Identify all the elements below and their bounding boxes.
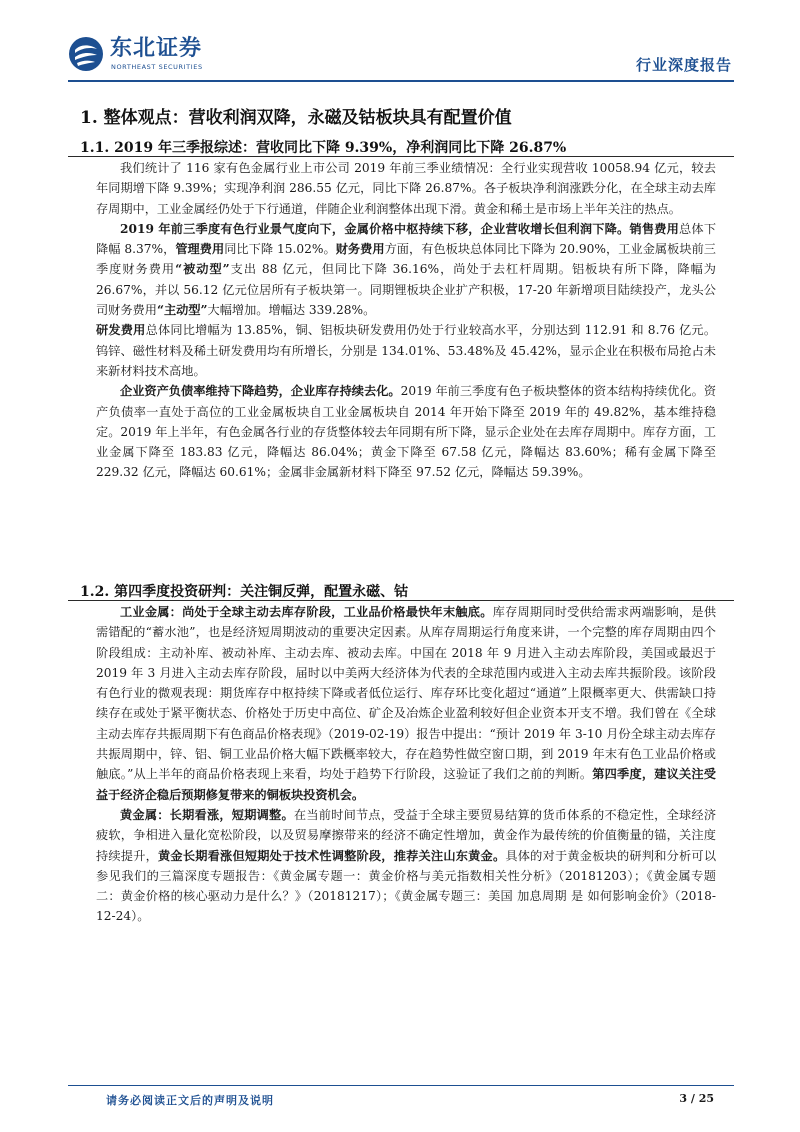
paragraph-expenses [96,219,716,381]
text-run: 方面，有色板块总体同比下降为 20.90%，工业金属板块前三季度财务费用 [96,242,716,277]
paragraph-industrial-metals [96,602,716,805]
bold-conclusion: 第四季度，建议关注受益于经济企稳后预期修复带来的铜板块投资机会。 [96,767,716,802]
paragraph-balance-sheet [96,381,716,482]
paragraph-industry-summary: 我们统计了 116 家有色金属行业上市公司 2019 年前三季业绩情况：全行业实现营收 10058.94 亿元，较去年同期增下降 9.39%；实现净利润 286.55 亿元，同比下降 26.87%。各子板块净利润涨跌分化，在全球主动去库存周期中，工业金属经仍处于下行通道，伴随企业利润整体出现下滑。黄金和稀土是市场上半年关注的热点。 [96,161,716,216]
bold-term: “主动型” [156,303,208,318]
text-run: 总体同比增幅为 13.85%，铜、铝板块研发费用仍处于行业较高水平，分别达到 112.91 和 8.76 亿元。钨锌、磁性材料及稀土研发费用均有所增长，分别是 134.01%、53.48%及 45.42%，显示企业在积极布局抢占未来新材料技术高地。 [96,323,717,378]
text-run: 2019 年前三季度有色子板块整体的资本结构持续优化。资产负债率一直处于高位的工业金属板块自工业金属板块自 2014 年开始下降至 2019 年的 49.82%，基本维持稳定。2019 年上半年，有色金属各行业的存货整体较去年同期有所下降，显示企业处在去库存周期中。库存方面，工业金属下降至 183.83 亿元，降幅达 86.04%；黄金下降至 67.58 亿元，降幅达 83.60%；稀有金属下降至 229.32 亿元，降幅达 60.61%；金属非金属新材料下降至 97.52 亿元，降幅达 59.39%。 [96,384,717,480]
text-run: 同比下降 15.02%。 [224,242,336,257]
section-1-1-body [96,158,716,483]
section-1-2-divider [68,600,734,601]
logo-english-name: NORTHEAST SECURITIES [111,63,203,71]
bold-term: 财务费用 [335,242,385,257]
page-header [68,34,734,78]
bold-term: 销售费用 [629,221,680,236]
section-1-2-body [96,602,716,927]
text-run: 具体的对于黄金板块的研判和分析可以参见我们的三篇深度专题报告：《黄金属专题一：黄金价格与美元指数相关性分析》（20181203）；《黄金属专题二：黄金价格的核心驱动力是什么？》（20181217）；《黄金属专题三：美国 加息周期 是 如何影响金价》（2018-12-24）。 [96,848,717,924]
report-type-label: 行业深度报告 [635,56,732,74]
page-number: 3 / 25 [679,1092,714,1105]
paragraph-precious-metals [96,805,716,927]
bold-term: “被动型” [175,262,230,277]
text-run: 大幅增加。增幅达 339.28%。 [207,303,376,318]
section-1-heading: 1. 整体观点：营收利润双降，永磁及钴板块具有配置价值 [80,108,512,128]
footer-divider [68,1085,734,1086]
section-1-1-heading: 1.1. 2019 年三季报综述：营收同比下降 9.39%，净利润同比下降 26.87% [80,140,567,156]
footer-disclaimer: 请务必阅读正文后的声明及说明 [106,1094,274,1107]
bold-lead: 企业资产负债率维持下降趋势，企业库存持续去化。 [120,384,401,399]
text-run: 库存周期同时受供给需求两端影响，是供需错配的“蓄水池”，也是经济短周期波动的重要决定因素。从库存周期运行角度来讲，一个完整的库存周期由四个阶段组成：主动补库、被动补库、主动去库、被动去库。中国在 2018 年 9 月进入主动去库阶段，美国或最迟于 2019 年 3 月进入主动去库存阶段，届时以中美两大经济体为代表的全球范围内或进入主动去库共振阶段。该阶段有色行业的微观表现：期货库存中枢持续下降或者低位运行、库存环比变化超过“通道”上限概率更大、供需缺口持续存在或处于紧平衡状态、价格处于历史中高位、矿企及冶炼企业盈利较好但企业资本开支不增。我们曾在《全球主动去库存共振周期下有色商品价格表现》（2019-02-19）报告中提出：“预计 2019 年 3-10 月份全球主动去库存共振周期中，锌、铝、铜工业品价格大幅下跌概率较大，存在趋势性做空窗口期，到 2019 年末有色工业品价格或触底。”从上半年的商品价格表现上来看，均处于趋势下行阶段，这验证了我们之前的判断。 [96,605,717,782]
bold-lead: 2019 年前三季度有色行业景气度向下，金属价格中枢持续下移，企业营收增长但利润下降。 [120,221,630,236]
bold-lead: 工业金属：尚处于全球主动去库存阶段，工业品价格最快年末触底。 [120,605,493,619]
section-1-1-divider [68,156,734,157]
text-run: 在当前时间节点，受益于全球主要贸易结算的货币体系的不稳定性，全球经济疲软，争相进入量化宽松阶段，以及贸易摩擦带来的经济不确定性增加，黄金作为最传统的价值衡量的锚，关注度持续提升， [96,807,717,863]
bold-term: 研发费用 [96,323,146,338]
text-run: 支出 88 亿元，但同比下降 36.16%，尚处于去杠杆周期。铝板块有所下降，降幅为 26.67%，并以 56.12 亿元位居所有子板块第一。同期锂板块企业扩产积极，17-20 年新增项目陆续投产，龙头公司财务费用 [96,262,716,318]
bold-term: 管理费用 [175,242,225,257]
logo-chinese-name: 东北证券 [110,36,203,61]
northeast-securities-logo [68,36,258,76]
header-divider [68,80,734,82]
section-1-2-heading: 1.2. 第四季度投资研判：关注铜反弹，配置永磁、钴 [80,584,409,600]
bold-lead: 黄金属：长期看涨，短期调整。 [120,807,294,822]
bold-conclusion: 黄金长期看涨但短期处于技术性调整阶段，推荐关注山东黄金。 [158,848,506,863]
text-run: 总体下降幅 8.37%， [96,221,717,257]
logo-icon [68,36,104,72]
